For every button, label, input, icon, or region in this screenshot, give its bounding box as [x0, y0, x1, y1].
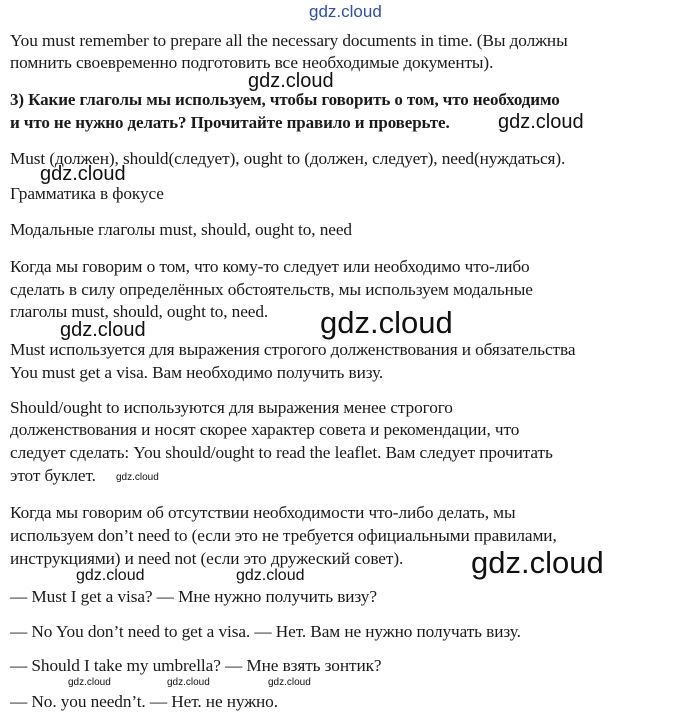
- dialogue-line-3: — Should I take my umbrella? — Мне взять зонтик?: [10, 656, 382, 675]
- question-heading-line-1: 3) Какие глаголы мы используем, чтобы говорить о том, что необходимо: [10, 90, 560, 109]
- text-line-2: помнить своевременно подготовить все необходимые документы).: [10, 53, 494, 72]
- text-line-9: сделать в силу определённых обстоятельств, мы используем модальные: [10, 280, 533, 299]
- watermark: gdz.cloud: [60, 319, 146, 341]
- watermark-large: gdz.cloud: [320, 305, 453, 340]
- section-title: Грамматика в фокусе: [10, 184, 164, 203]
- text-line-8: Когда мы говорим о том, что кому-то следует или необходимо что-либо: [10, 257, 530, 276]
- dialogue-line-1: — Must I get a visa? — Мне нужно получить визу?: [10, 587, 377, 606]
- text-line-16: этот буклет.: [10, 466, 96, 485]
- watermark: gdz.cloud: [248, 70, 334, 92]
- dialogue-line-4: — No. you needn’t. — Нет. не нужно.: [10, 692, 278, 711]
- watermark: gdz.cloud: [236, 567, 305, 584]
- text-line-14: долженствования и носят скорее характер совета и рекомендации, что: [10, 420, 520, 439]
- text-line-18: используем don’t need to (если это не требуется официальными правилами,: [10, 526, 557, 545]
- text-line-15: следует сделать: You should/ought to read the leaflet. Вам следует прочитать: [10, 443, 553, 462]
- watermark-small: gdz.cloud: [116, 472, 159, 483]
- watermark: gdz.cloud: [40, 163, 126, 185]
- dialogue-line-2: — No You don’t need to get a visa. — Нет. Вам не нужно получать визу.: [10, 622, 521, 641]
- watermark-top: gdz.cloud: [309, 2, 382, 21]
- text-line-10: глаголы must, should, ought to, need.: [10, 302, 269, 321]
- text-line-11: Must используется для выражения строгого долженствования и обязательства: [10, 340, 576, 359]
- watermark-small: gdz.cloud: [268, 677, 311, 688]
- text-line-5: Must (должен), should(следует), ought to (должен, следует), need(нуждаться).: [10, 149, 566, 168]
- watermark: gdz.cloud: [498, 111, 584, 133]
- text-line-13: Should/ought to используются для выражения менее строгого: [10, 398, 453, 417]
- watermark-small: gdz.cloud: [167, 677, 210, 688]
- question-heading-line-2: и что не нужно делать? Прочитайте правило и проверьте.: [10, 113, 450, 132]
- text-line-19: инструкциями) и need not (если это дружеский совет).: [10, 549, 404, 568]
- watermark: gdz.cloud: [76, 567, 145, 584]
- watermark-large: gdz.cloud: [471, 545, 604, 580]
- watermark-small: gdz.cloud: [68, 677, 111, 688]
- text-line-17: Когда мы говорим об отсутствии необходимости что-либо делать, мы: [10, 503, 516, 522]
- text-line-1: You must remember to prepare all the necessary documents in time. (Вы должны: [10, 31, 568, 50]
- section-subtitle: Модальные глаголы must, should, ought to, need: [10, 220, 352, 239]
- text-line-12: You must get a visa. Вам необходимо получить визу.: [10, 363, 384, 382]
